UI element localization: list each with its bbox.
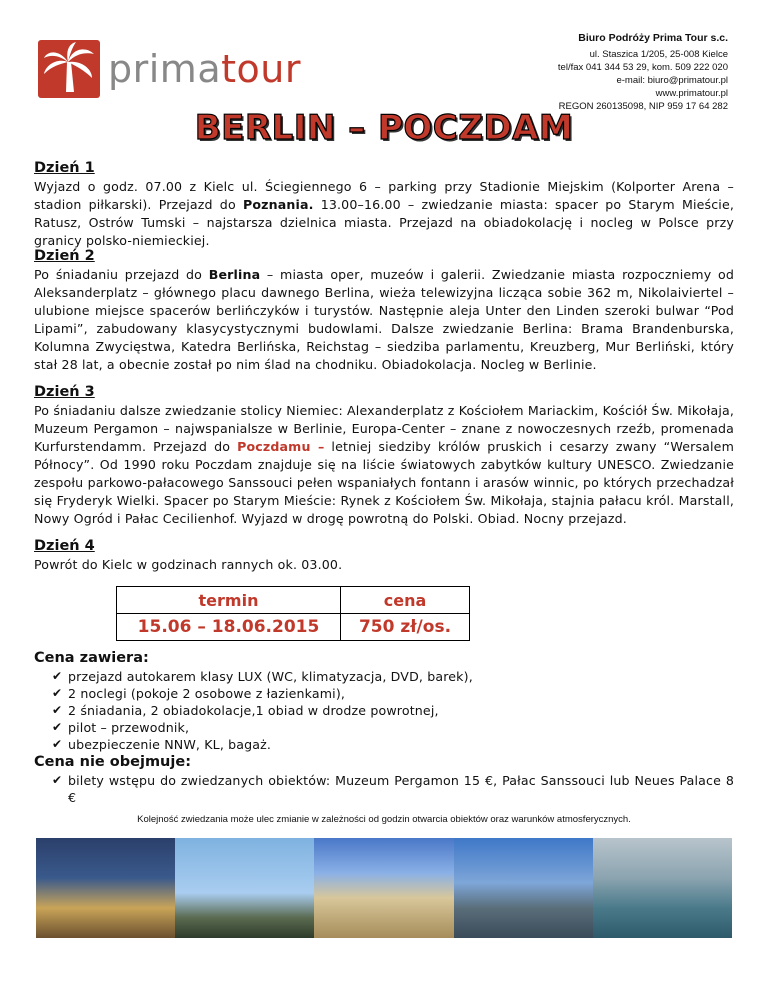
price-table	[116, 586, 470, 641]
excludes-section	[34, 754, 734, 806]
company-address: ul. Staszica 1/205, 25-008 Kielce	[589, 49, 728, 60]
company-name: Biuro Podróży Prima Tour s.c.	[578, 32, 728, 44]
price-header: cena	[341, 587, 470, 614]
check-icon: ✔	[52, 773, 63, 787]
list-item: ✔ 2 noclegi (pokoje 2 osobowe z łazienkami),	[52, 686, 346, 701]
primatour-logo	[38, 40, 308, 102]
includes-list	[34, 668, 734, 753]
term-value: 15.06 – 18.06.2015	[117, 614, 341, 641]
excludes-list	[34, 772, 734, 806]
company-phone: tel/fax 041 344 53 29, kom. 509 222 020	[557, 62, 728, 73]
list-item: ✔ pilot – przewodnik,	[52, 720, 190, 735]
day-4-heading: Dzień 4	[34, 538, 95, 554]
day-2-heading: Dzień 2	[34, 248, 95, 264]
list-item: ✔ 2 śniadania, 2 obiadokolacje,1 obiad w drodze powrotnej,	[52, 703, 439, 718]
company-www: www.primatour.pl	[655, 88, 728, 99]
check-icon: ✔	[52, 720, 63, 734]
check-icon: ✔	[52, 686, 63, 700]
term-header: termin	[117, 587, 341, 614]
day-4-section	[34, 538, 734, 574]
check-icon: ✔	[52, 737, 63, 751]
day-1-section	[34, 160, 734, 250]
day-1-heading: Dzień 1	[34, 160, 95, 176]
day-3-section	[34, 384, 734, 528]
includes-heading: Cena zawiera:	[34, 650, 149, 666]
page-title: BERLIN – POCZDAM	[194, 108, 574, 148]
day-4-text: Powrót do Kielc w godzinach rannych ok. 03.00.	[34, 557, 343, 572]
tv-tower-photo	[175, 838, 314, 938]
day-3-text: Po śniadaniu dalsze zwiedzanie stolicy Niemiec: Alexanderplatz z Kościołem Mariackim, Kościół Św. Mikołaja, Muzeum Pergamon – najwspanialsze w Berlinie, Europa-Center – znane z nowoczesnych rzeźb, promenada Kurfurstendamm. Przejazd do Poczdamu – letniej siedziby królów pruskich i cesarzy zwany “Wersalem Północy”. Od 1990 roku Poczdam znajduje się na liście światowych zabytków kultury UNESCO. Zwiedzanie zespołu parkowo-pałacowego Sanssouci pełen wspaniałych fontann i arasów winnic, po których przechadzał się Fryderyk Wielki. Spacer po Starym Mieście: Rynek z Kościołem Św. Mikołaja, stajnia pałacu król. Marstall, Nowy Ogród i Pałac Cecilienhof. Wyjazd w drogę powrotną do Polski. Obiad. Nocny przejazd.	[34, 403, 734, 526]
list-item: ✔ bilety wstępu do zwiedzanych obiektów: Muzeum Pergamon 15 €, Pałac Sanssouci lub Neues Palace 8 €	[52, 773, 734, 805]
footnote: Kolejność zwiedzania może ulec zmianie w zależności od godzin otwarcia obiektów oraz warunków atmosferycznych.	[137, 814, 631, 825]
tropical-islands-photo	[593, 838, 732, 938]
list-item: ✔ ubezpieczenie NNW, KL, bagaż.	[52, 737, 272, 752]
day-2-text: Po śniadaniu przejazd do Berlina – miasta oper, muzeów i galerii. Zwiedzanie miasta rozpoczniemy od Aleksanderplatz – głównego placu dawnego Berlina, wieża telewizyjna licząca sobie 362 m, Nikolaiviertel – ulubione miejsce spacerów berlińczyków i turystów. Następnie aleja Unter den Linden szeroki bulwar “Pod Lipami”, zabudowany klasycystycznymi budowlami. Dalsze zwiedzanie Berlina: Brama Brandenburska, Kolumna Zwycięstwa, Katedra Berlińska, Reichstag – siedziba parlamentu, Kreuzberg, Mur Berliński, który stał 28 lat, a obecnie został po nim ślad na chodniku. Obiadokolacja. Nocleg w Berlinie.	[34, 267, 734, 372]
sanssouci-photo	[314, 838, 453, 938]
company-regon: REGON 260135098, NIP 959 17 64 282	[558, 101, 728, 112]
day-3-heading: Dzień 3	[34, 384, 95, 400]
excludes-heading: Cena nie obejmuje:	[34, 754, 191, 770]
includes-section	[34, 650, 734, 753]
list-item: ✔ przejazd autokarem klasy LUX (WC, klimatyzacja, DVD, barek),	[52, 669, 473, 684]
check-icon: ✔	[52, 669, 63, 683]
day-1-text: Wyjazd o godz. 07.00 z Kielc ul. Ściegiennego 6 – parking przy Stadionie Miejskim (Kolporter Arena – stadion piłkarski). Przejazd do Poznania. 13.00–16.00 – zwiedzanie miasta: spacer po Starym Mieście, Ratusz, Ostrów Tumski – najstarsza dzielnica miasta. Przejazd na obiadokolację i nocleg w Polsce przy granicy polsko-niemieckiej.	[34, 179, 734, 248]
day-2-section	[34, 248, 734, 374]
company-info	[558, 32, 728, 113]
quadriga-photo	[454, 838, 593, 938]
price-value: 750 zł/os.	[341, 614, 470, 641]
company-email: e-mail: biuro@primatour.pl	[616, 75, 728, 86]
check-icon: ✔	[52, 703, 63, 717]
palm-tree-icon	[38, 40, 100, 98]
logo-text-tour: tour	[221, 47, 301, 91]
photo-strip	[36, 838, 732, 938]
logo-text-prima: prima	[108, 47, 222, 91]
brandenburg-gate-photo	[36, 838, 175, 938]
